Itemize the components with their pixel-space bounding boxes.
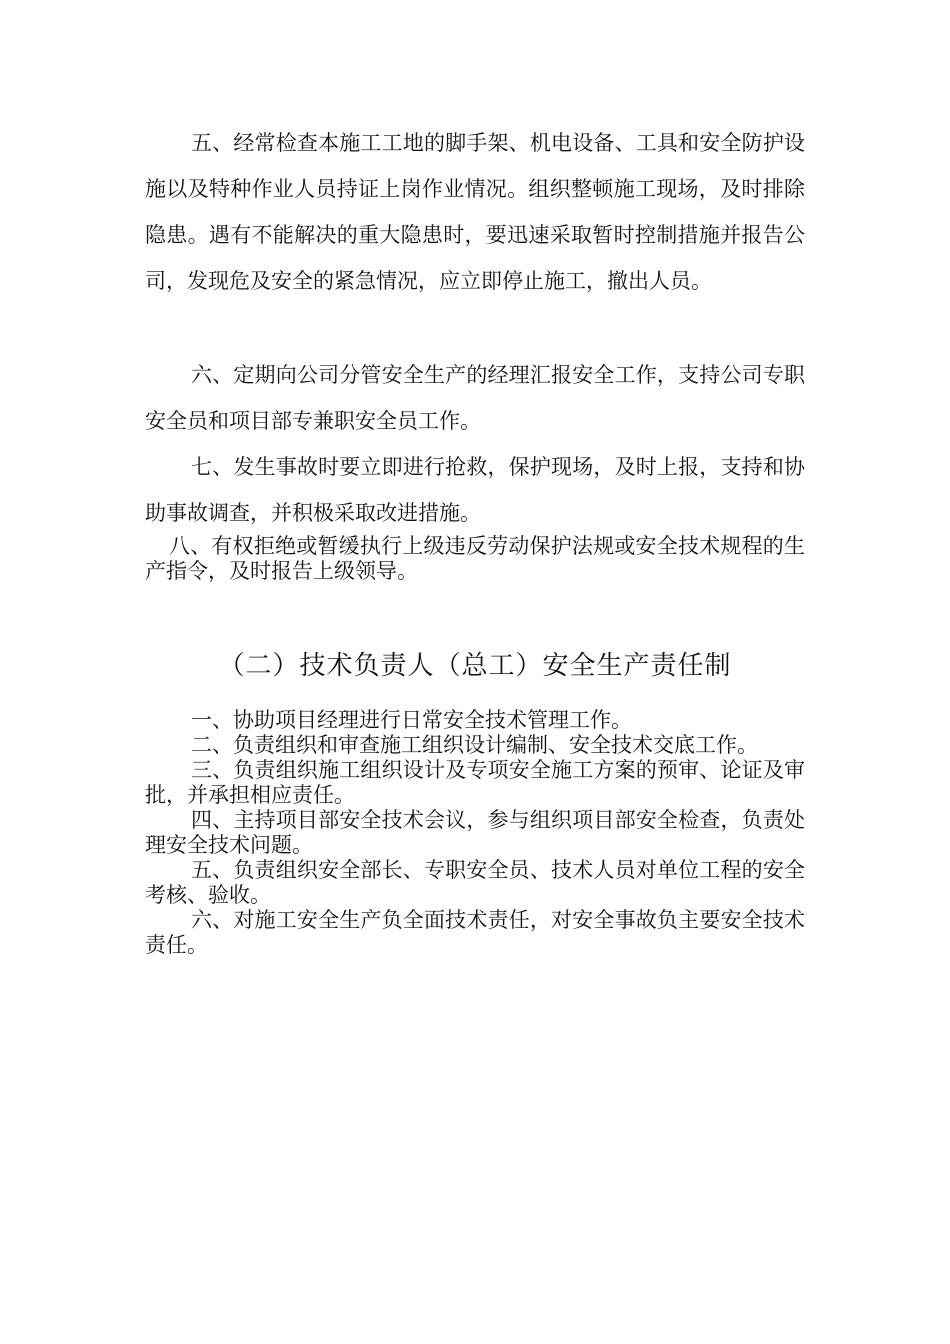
paragraph-item-7: 七、发生事故时要立即进行抢救，保护现场，及时上报，支持和协助事故调查，并积极采取改进措施。: [145, 455, 805, 525]
paragraph-item-5: 五、经常检查本施工工地的脚手架、机电设备、工具和安全防护设施以及特种作业人员持证上岗作业情况。组织整顿施工现场，及时排除隐患。遇有不能解决的重大隐患时，要迅速采取暂时控制措施并报告公司，发现危及安全的紧急情况，应立即停止施工，撤出人员。: [145, 131, 805, 293]
section-heading: （二）技术负责人（总工）安全生产责任制: [218, 651, 732, 681]
paragraph-item-6: 六、定期向公司分管安全生产的经理汇报安全工作，支持公司专职安全员和项目部专兼职安全员工作。: [145, 363, 805, 433]
duty-item-5: 五、负责组织安全部长、专职安全员、技术人员对单位工程的安全考核、验收。: [145, 858, 805, 907]
duty-item-2: 二、负责组织和审查施工组织设计编制、安全技术交底工作。: [191, 733, 758, 757]
paragraph-item-8: 八、有权拒绝或暂缓执行上级违反劳动保护法规或安全技术规程的生产指令，及时报告上级领导。: [145, 534, 805, 583]
duty-item-6: 六、对施工安全生产负全面技术责任，对安全事故负主要安全技术责任。: [145, 908, 805, 957]
duty-item-3: 三、负责组织施工组织设计及专项安全施工方案的预审、论证及审批，并承担相应责任。: [145, 758, 805, 807]
duty-item-1: 一、协助项目经理进行日常安全技术管理工作。: [191, 708, 632, 732]
duty-item-4: 四、主持项目部安全技术会议，参与组织项目部安全检查，负责处理安全技术问题。: [145, 808, 805, 857]
